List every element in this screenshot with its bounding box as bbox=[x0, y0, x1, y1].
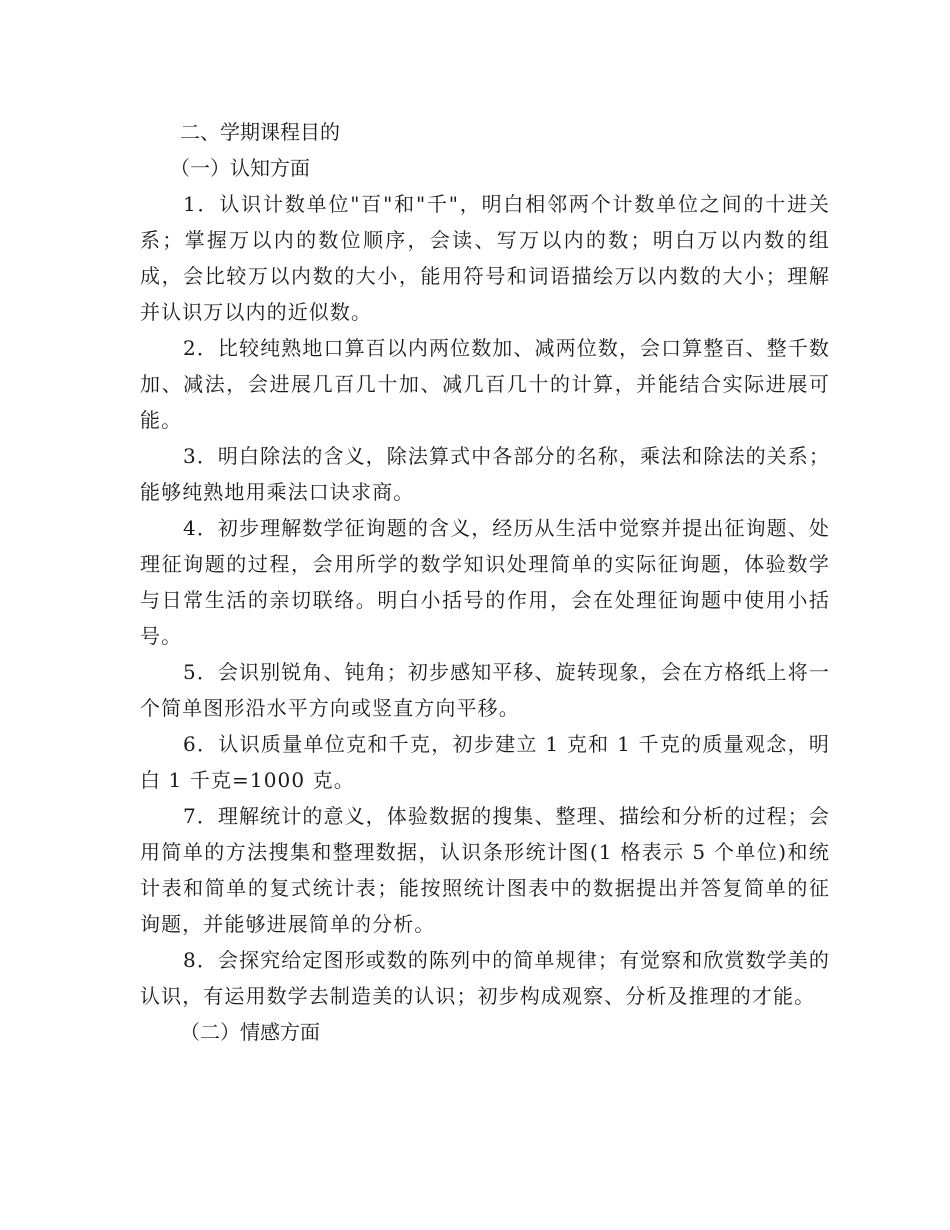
paragraph-item-6: 6．认识质量单位克和千克，初步建立 1 克和 1 千克的质量观念，明白 1 千克=1000 克。 bbox=[140, 732, 830, 792]
paragraph-item-8: 8．会探究给定图形或数的陈列中的简单规律；有觉察和欣赏数学美的认识，有运用数学去制造美的认识；初步构成观察、分析及推理的才能。 bbox=[140, 948, 830, 1008]
paragraph-item-7: 7．理解统计的意义，体验数据的搜集、整理、描绘和分析的过程；会用简单的方法搜集和整理数据，认识条形统计图(1 格表示 5 个单位)和统计表和简单的复式统计表；能按照统计图表中的数据提出并答复简单的征询题，并能够进展简单的分析。 bbox=[140, 804, 830, 936]
subsection-title-emotional: （二）情感方面 bbox=[180, 1020, 320, 1044]
paragraph-item-2: 2．比较纯熟地口算百以内两位数加、减两位数，会口算整百、整千数加、减法，会进展几百几十加、减几百几十的计算，并能结合实际进展可能。 bbox=[140, 336, 830, 432]
paragraph-item-5: 5．会识别锐角、钝角；初步感知平移、旋转现象，会在方格纸上将一个简单图形沿水平方向或竖直方向平移。 bbox=[140, 660, 830, 720]
paragraph-item-4: 4．初步理解数学征询题的含义，经历从生活中觉察并提出征询题、处理征询题的过程，会用所学的数学知识处理简单的实际征询题，体验数学与日常生活的亲切联络。明白小括号的作用，会在处理征询题中使用小括号。 bbox=[140, 516, 830, 648]
section-heading: 二、学期课程目的 bbox=[180, 120, 340, 144]
paragraph-item-3: 3．明白除法的含义，除法算式中各部分的名称，乘法和除法的关系；能够纯熟地用乘法口诀求商。 bbox=[140, 444, 830, 504]
paragraph-item-1: 1．认识计数单位"百"和"千"，明白相邻两个计数单位之间的十进关系；掌握万以内的数位顺序，会读、写万以内的数；明白万以内数的组成，会比较万以内数的大小，能用符号和词语描绘万以内数的大小；理解并认识万以内的近似数。 bbox=[140, 192, 830, 324]
document-body bbox=[140, 114, 830, 1050]
subsection-title-cognitive: （一）认知方面 bbox=[170, 156, 310, 180]
